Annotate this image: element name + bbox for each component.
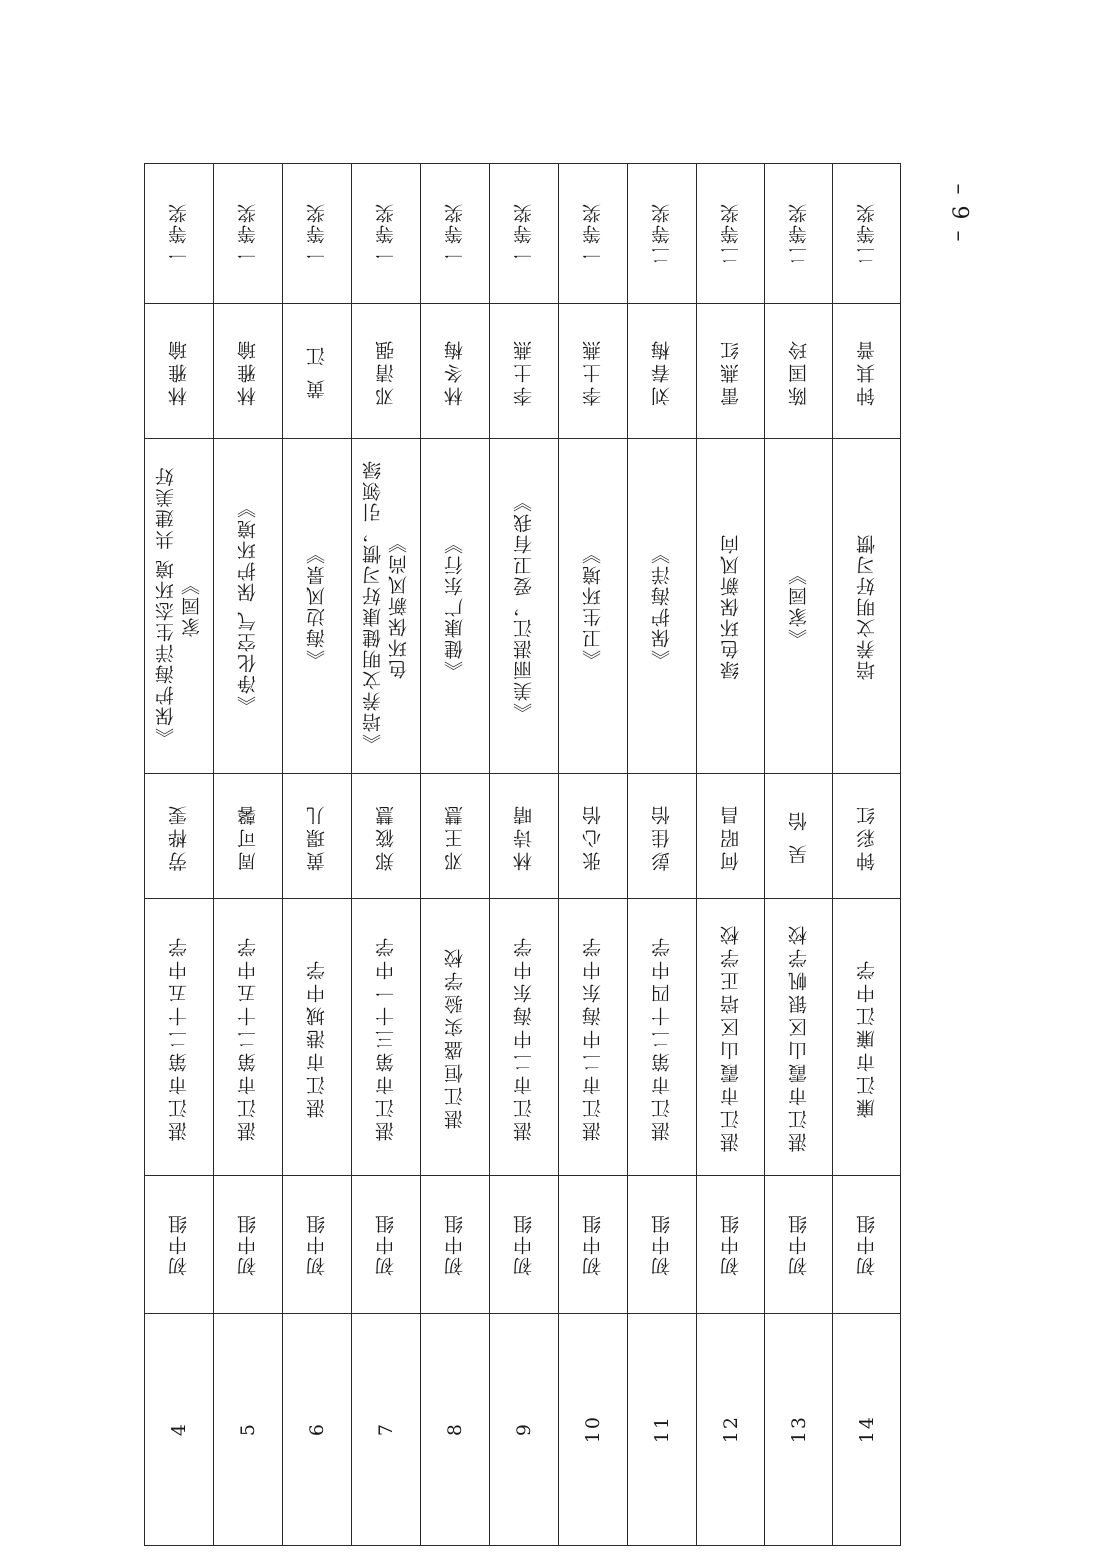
number-text: 10 (582, 1415, 604, 1444)
award-cell (697, 164, 765, 304)
author-strip (145, 774, 901, 899)
title-cell (833, 439, 901, 774)
award-text: 一等奖 (237, 202, 259, 265)
award-cell (765, 164, 833, 304)
school-cell (765, 899, 833, 1176)
author-text: 黄璟儿 (306, 801, 328, 871)
title-strip (145, 439, 901, 774)
number-text: 9 (513, 1422, 535, 1437)
award-cell (352, 164, 421, 304)
group-cell (833, 1176, 901, 1314)
author-cell (283, 774, 352, 899)
teacher-text: 雷燕红 (719, 336, 742, 406)
author-cell (421, 774, 490, 899)
group-text: 初中组 (651, 1213, 673, 1276)
group-cell (145, 1176, 214, 1314)
teacher-cell (214, 304, 283, 439)
author-text: 林诗晴 (513, 801, 535, 871)
award-cell (559, 164, 628, 304)
number-text: 7 (375, 1422, 397, 1437)
number-cell (490, 1314, 559, 1546)
teacher-text: 林雅瑜 (168, 336, 190, 406)
teacher-cell (352, 304, 421, 439)
author-text: 周可馨 (237, 801, 259, 871)
author-text: 邓王慧 (444, 801, 466, 871)
author-text: 张心怡 (582, 801, 604, 871)
teacher-cell (421, 304, 490, 439)
group-text: 初中组 (582, 1213, 604, 1276)
award-cell (628, 164, 697, 304)
title-cell (421, 439, 490, 774)
school-text: 湛江市霞山区培正学校 (719, 922, 742, 1152)
title-text: 培养文明好习惯 (855, 532, 878, 680)
number-cell (765, 1314, 833, 1546)
author-cell (145, 774, 214, 899)
author-text: 劳桦雯 (168, 801, 190, 871)
teacher-text: 陈国玲 (787, 336, 810, 406)
author-cell (833, 774, 901, 899)
teacher-strip (145, 304, 901, 439)
group-strip (145, 1176, 901, 1314)
author-cell (697, 774, 765, 899)
school-cell (145, 899, 214, 1176)
author-text: 郑筱慧 (375, 801, 397, 871)
school-text: 廉江市廉江中学 (855, 956, 878, 1118)
award-text: 一等奖 (582, 202, 604, 265)
number-text: 4 (168, 1422, 190, 1437)
school-text: 湛江市二中海东中学 (582, 933, 604, 1141)
award-cell (214, 164, 283, 304)
school-text: 湛江市霞山区银帆学校 (787, 922, 810, 1152)
title-text: 《美丽湛江，爱卫有我》 (513, 490, 535, 722)
award-text: 一等奖 (375, 202, 397, 265)
number-text: 12 (719, 1415, 742, 1444)
number-cell (214, 1314, 283, 1546)
page-number (942, 178, 976, 248)
award-text: 二等奖 (719, 202, 742, 265)
number-strip (145, 1314, 901, 1546)
teacher-cell (765, 304, 833, 439)
title-cell (765, 439, 833, 774)
author-cell (352, 774, 421, 899)
group-text: 初中组 (855, 1213, 878, 1276)
author-cell (765, 774, 833, 899)
number-cell (352, 1314, 421, 1546)
teacher-text: 林冬梅 (444, 336, 466, 406)
teacher-text: 黄 江 (306, 342, 328, 400)
group-text: 初中组 (787, 1213, 810, 1276)
school-cell (214, 899, 283, 1176)
number-text: 14 (855, 1415, 878, 1444)
group-cell (765, 1176, 833, 1314)
group-cell (697, 1176, 765, 1314)
school-cell (833, 899, 901, 1176)
award-text: 二等奖 (855, 202, 878, 265)
title-cell (145, 439, 214, 774)
title-text: 《保护海洋》 (651, 543, 673, 669)
title-cell (697, 439, 765, 774)
school-text: 湛江恒盛实验学校 (444, 945, 466, 1129)
school-text: 湛江市第二十五中学 (237, 933, 259, 1141)
teacher-text: 林雅瑜 (237, 336, 259, 406)
number-cell (145, 1314, 214, 1546)
title-cell (214, 439, 283, 774)
title-text: 《卫生环境》 (582, 543, 604, 669)
school-cell (490, 899, 559, 1176)
teacher-cell (559, 304, 628, 439)
number-cell (283, 1314, 352, 1546)
author-text: 何昭昌 (719, 801, 742, 871)
award-cell (490, 164, 559, 304)
group-text: 初中组 (513, 1213, 535, 1276)
teacher-cell (697, 304, 765, 439)
group-text: 初中组 (306, 1213, 328, 1276)
group-cell (352, 1176, 421, 1314)
group-cell (490, 1176, 559, 1314)
teacher-text: 钟其普 (855, 336, 878, 406)
author-cell (490, 774, 559, 899)
award-text: 一等奖 (168, 202, 190, 265)
school-text: 湛江市港城中学 (306, 956, 328, 1118)
award-cell (421, 164, 490, 304)
group-text: 初中组 (375, 1213, 397, 1276)
group-text: 初中组 (719, 1213, 742, 1276)
school-cell (628, 899, 697, 1176)
group-text: 初中组 (168, 1213, 190, 1276)
teacher-text: 刘春梅 (651, 336, 673, 406)
school-cell (352, 899, 421, 1176)
title-text: 《海边风景》 (306, 543, 328, 669)
author-text: 吴 怡 (787, 807, 810, 865)
page-number-text: – 9 – (946, 183, 972, 243)
group-text: 初中组 (444, 1213, 466, 1276)
number-cell (697, 1314, 765, 1546)
author-cell (628, 774, 697, 899)
award-text: 一等奖 (444, 202, 466, 265)
number-cell (833, 1314, 901, 1546)
group-text: 初中组 (237, 1213, 259, 1276)
number-cell (628, 1314, 697, 1546)
author-cell (214, 774, 283, 899)
title-cell (628, 439, 697, 774)
number-cell (421, 1314, 490, 1546)
title-cell (352, 439, 421, 774)
number-text: 8 (444, 1422, 466, 1437)
school-cell (421, 899, 490, 1176)
title-cell (559, 439, 628, 774)
title-text: 《家园》 (787, 564, 810, 648)
teacher-cell (145, 304, 214, 439)
title-cell (490, 439, 559, 774)
author-cell (559, 774, 628, 899)
number-text: 13 (787, 1415, 810, 1444)
title-text: 《保护海洋生态环境 共建美好家园》 (155, 465, 203, 747)
award-text: 一等奖 (306, 202, 328, 265)
title-text: 《培养文明健康好习惯，引领绿色环保新风尚》 (362, 459, 410, 753)
title-text: 《健康广东行》 (444, 532, 466, 680)
school-text: 湛江市第三十一中学 (375, 933, 397, 1141)
award-table (144, 163, 901, 1546)
award-cell (145, 164, 214, 304)
number-text: 6 (306, 1422, 328, 1437)
number-cell (559, 1314, 628, 1546)
award-strip (145, 164, 901, 304)
school-strip (145, 899, 901, 1176)
group-cell (628, 1176, 697, 1314)
award-cell (283, 164, 352, 304)
teacher-text: 李土燕 (582, 336, 604, 406)
award-text: 二等奖 (787, 202, 810, 265)
group-cell (214, 1176, 283, 1314)
award-text: 一等奖 (513, 202, 535, 265)
teacher-text: 邓清强 (375, 336, 397, 406)
school-cell (697, 899, 765, 1176)
author-text: 钟彩红 (855, 801, 878, 871)
group-cell (283, 1176, 352, 1314)
title-text: 《净化空气 保护环境》 (237, 496, 259, 716)
award-text: 二等奖 (651, 202, 673, 265)
teacher-cell (833, 304, 901, 439)
school-cell (283, 899, 352, 1176)
author-text: 彭佳怡 (651, 801, 673, 871)
group-cell (559, 1176, 628, 1314)
school-text: 湛江市二中海东中学 (513, 933, 535, 1141)
number-text: 5 (237, 1422, 259, 1437)
teacher-cell (490, 304, 559, 439)
school-cell (559, 899, 628, 1176)
teacher-cell (628, 304, 697, 439)
number-text: 11 (651, 1415, 673, 1444)
title-text: 绿色环保新风向 (719, 532, 742, 680)
group-cell (421, 1176, 490, 1314)
award-cell (833, 164, 901, 304)
school-text: 湛江市第二十四中学 (651, 933, 673, 1141)
title-cell (283, 439, 352, 774)
teacher-text: 李土燕 (513, 336, 535, 406)
teacher-cell (283, 304, 352, 439)
school-text: 湛江市第二十五中学 (168, 933, 190, 1141)
